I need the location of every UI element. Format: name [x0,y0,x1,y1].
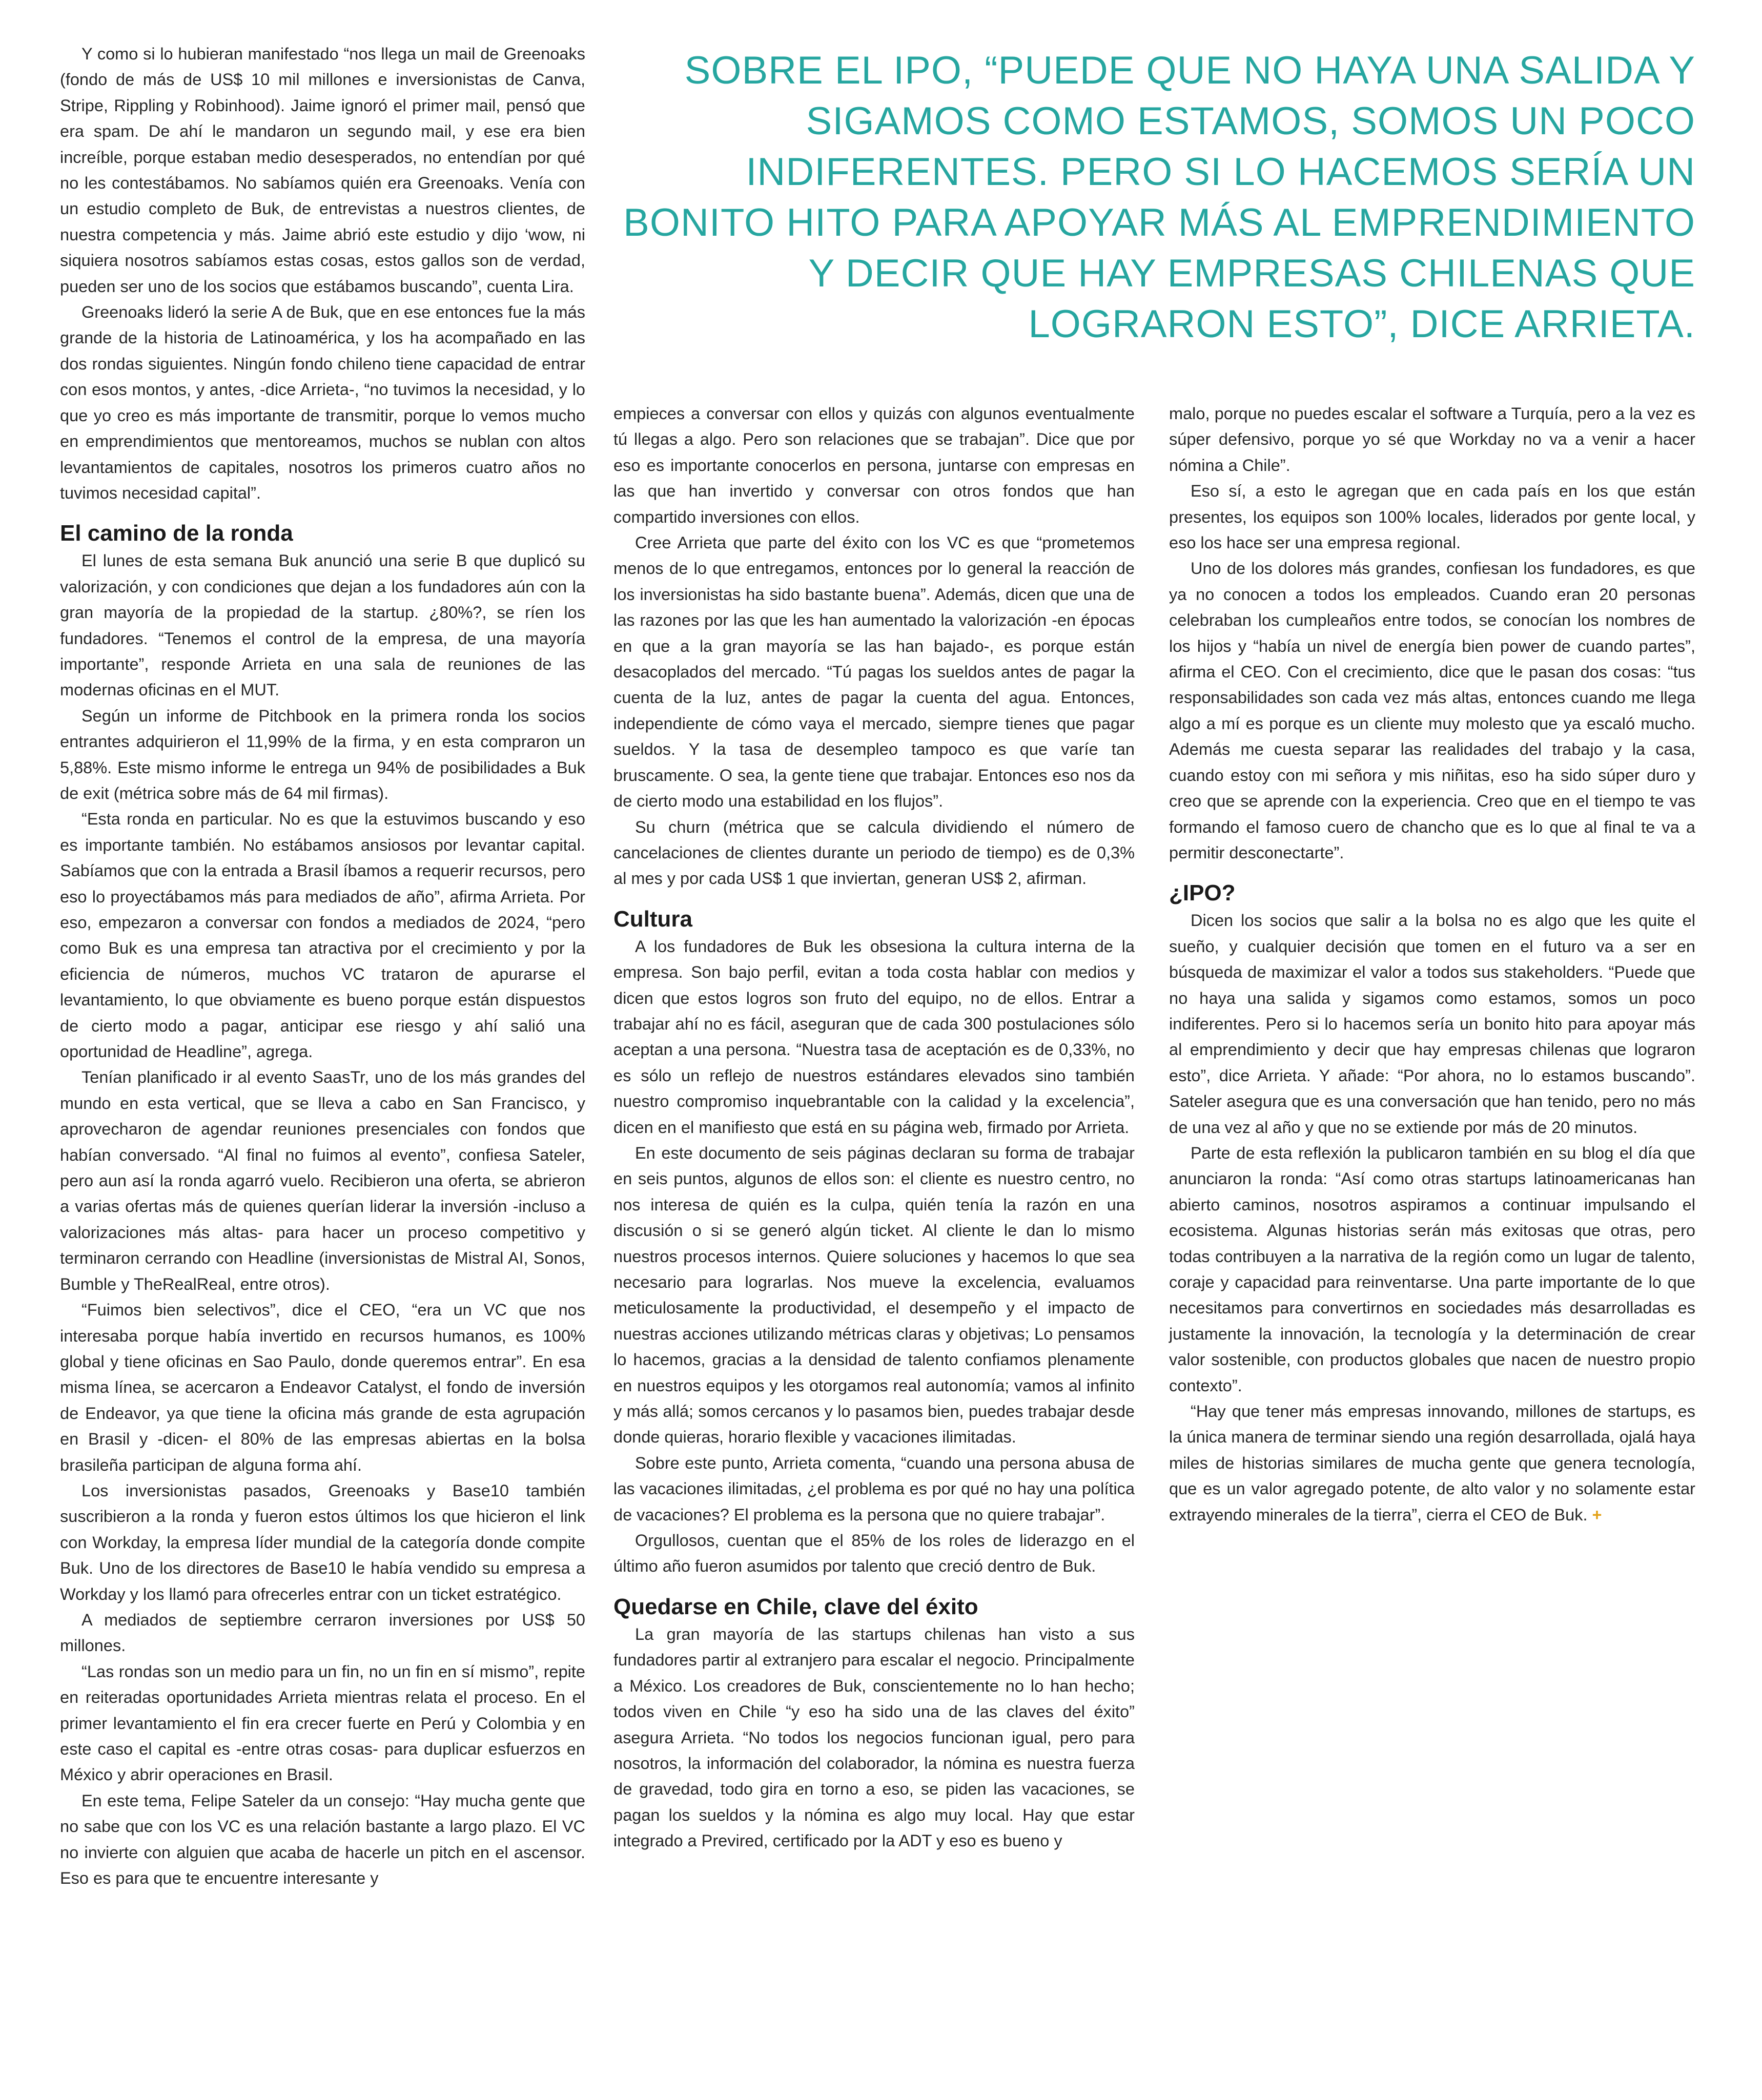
section-heading: ¿IPO? [1169,880,1236,906]
paragraph: empieces a conversar con ellos y quizás con algunos eventualmente tú llegas a algo. Pero son relaciones que se trabajan”. Dice que por eso es importante conocerlos en persona, juntarse con empresas en las que han invertido y conversar con otros fondos que han compartido inversiones con ellos. [613,404,1135,526]
paragraph: Uno de los dolores más grandes, confiesan los fundadores, es que ya no conocen a todos los empleados. Cuando eran 20 personas celebraban los cumpleaños entre todos, se conocían los nombres de los hijos y “había un nivel de energía bien power de cuando partes”, afirma el CEO. Con el crecimiento, dice que le pasan dos cosas: “tus responsabilidades son cada vez más altas, entonces cuando me llega algo a mí es porque es un cliente muy molesto que ya escaló mucho. Además me cuesta separar las realidades del trabajo y la casa, cuando estoy con mi señora y mis niñitas, eso ha sido súper duro y creo que se aprende con la experiencia. Creo que en el tiempo te vas formando el famoso cuero de chancho que es lo que al final te va a permitir desconectarte”. [1169,559,1695,862]
paragraph: Su churn (métrica que se calcula dividiendo el número de cancelaciones de clientes durante un periodo de tiempo) es de 0,3% al mes y por cada US$ 1 que inviertan, generan US$ 2, afirman. [613,817,1135,888]
paragraph: Según un informe de Pitchbook en la primera ronda los socios entrantes adquirieron el 11,99% de la firma, y en esta compraron un 5,88%. Este mismo informe le entrega un 94% de posibilidades a Buk de exit (métrica sobre más de 64 mil firmas). [60,706,585,802]
paragraph: Cree Arrieta que parte del éxito con los VC es que “prometemos menos de lo que entregamos, entonces por lo general la reacción de los inversionistas ha sido bastante buena”. Además, dicen que una de las razones por las que les han aumentado la valorización -en épocas en que a la gran mayoría se las han bajado-, es porque están desacoplados del mercado. “Tú pagas los sueldos antes de pagar la cuenta de la luz, antes de pagar la cuenta del agua. Entonces, independiente de cómo vaya el mercado, siempre tienes que pagar sueldos. Y la tasa de desempleo tampoco es que varíe tan bruscamente. O sea, la gente tiene que trabajar. Entonces eso nos da de cierto modo una estabilidad en los flujos”. [613,533,1135,811]
article-column-1 [60,41,585,1891]
paragraph: Los inversionistas pasados, Greenoaks y Base10 también suscribieron a la ronda y fueron estos últimos los que hicieron el link con Workday, la empresa líder mundial de la categoría donde compite Buk. Uno de los directores de Base10 le había vendido su empresa a Workday y los llamó para ofrecerles entrar con un ticket estratégico. [60,1481,585,1603]
paragraph-text: “Hay que tener más empresas innovando, millones de startups, es la única manera de terminar siendo una región desarrollada, ojalá haya miles de historias similares de mucha gente que genera tecnología, que es un valor agregado potente, de alto valor y no solamente estar extrayendo minerales de la tierra”, cierra el CEO de Buk. [1169,1402,1695,1524]
paragraph: “Fuimos bien selectivos”, dice el CEO, “era un VC que nos interesaba porque había invertido en recursos humanos, es 100% global y tiene oficinas en Sao Paulo, donde queremos entrar”. En esa misma línea, se acercaron a Endeavor Catalyst, el fondo de inversión de Endeavor, ya que tiene la oficina más grande de esta agrupación en Brasil y -dicen- el 80% de las empresas abiertas en la bolsa brasileña participan de alguna forma ahí. [60,1301,585,1474]
article-column-3 [1169,401,1695,1528]
paragraph: Greenoaks lideró la serie A de Buk, que en ese entonces fue la más grande de la historia de Latinoamérica, y los ha acompañado en las dos rondas siguientes. Ningún fondo chileno tiene capacidad de entrar con esos montos, y antes, -dice Arrieta-, “no tuvimos la necesidad, y lo que yo creo es más importante de transmitir, porque lo vemos mucho en emprendimientos que mentoreamos, muchos se nublan con altos levantamientos de capitales, nosotros los primeros cuatro años no tuvimos necesidad capital”. [60,303,585,502]
paragraph: malo, porque no puedes escalar el software a Turquía, pero a la vez es súper defensivo, porque yo sé que Workday no va a venir a hacer nómina a Chile”. [1169,404,1695,475]
paragraph: El lunes de esta semana Buk anunció una serie B que duplicó su valorización, y con condiciones que dejan a los fundadores aún con la gran mayoría de la propiedad de la startup. ¿80%?, se ríen los fundadores. “Tenemos el control de la empresa, de una mayoría importante”, responde Arrieta en una sala de reuniones de las modernas oficinas en el MUT. [60,551,585,699]
paragraph [1169,1398,1695,1528]
section-heading: Quedarse en Chile, clave del éxito [613,1594,978,1619]
paragraph: Dicen los socios que salir a la bolsa no es algo que les quite el sueño, y cualquier decisión que tomen en el futuro va a ser en búsqueda de maximizar el valor a todos sus stakeholders. “Puede que no haya una salida y sigamos como estamos, somos un poco indiferentes. Pero si lo hacemos sería un bonito hito para apoyar más al emprendimiento y decir que hay empresas chilenas que lograron esto”, dice Arrieta. Y añade: “Por ahora, no lo estamos buscando”. Sateler asegura que es una conversación que han tenido, pero no más de una vez al año y que no se extiende por más de 20 minutos. [1169,911,1695,1137]
paragraph: Tenían planificado ir al evento SaasTr, uno de los más grandes del mundo en esta vertical, que se lleva a cabo en San Francisco, y aprovecharon de agendar reuniones presenciales con fondos que habían conversado. “Al final no fuimos al evento”, confiesa Sateler, pero aun así la ronda agarró vuelo. Recibieron una oferta, se abrieron a varias ofertas más de quienes querían liderar la inversión -incluso a valorizaciones más altas- para hacer un proceso competitivo y terminaron cerrando con Headline (inversionistas de Mistral AI, Sonos, Bumble y TheRealReal, entre otros). [60,1068,585,1293]
section-heading: Cultura [613,906,692,932]
paragraph: Eso sí, a esto le agregan que en cada país en los que están presentes, los equipos son 100% locales, liderados por gente local, y eso los hace ser una empresa regional. [1169,482,1695,552]
paragraph: Y como si lo hubieran manifestado “nos llega un mail de Greenoaks (fondo de más de US$ 10 mil millones e inversionistas de Canva, Stripe, Rippling y Robinhood). Jaime ignoró el primer mail, pensó que era spam. De ahí le mandaron un segundo mail, y ese era bien increíble, porque estaban medio desesperados, no entendían por qué no les contestábamos. No sabíamos quién era Greenoaks. Venía con un estudio completo de Buk, de entrevistas a nuestros clientes, de nuestra competencia y más. Jaime abrió este estudio y dijo ‘wow, ni siquiera nosotros sabíamos estas cosas, estos gallos son de verdad, pueden ser uno de los socios que estábamos buscando”, cuenta Lira. [60,45,585,296]
paragraph: En este tema, Felipe Sateler da un consejo: “Hay mucha gente que no sabe que con los VC es una relación bastante a largo plazo. El VC no invierte con alguien que acaba de hacerle un pitch en el ascensor. Eso es para que te encuentre interesante y [60,1791,585,1888]
article-column-2 [613,401,1135,1854]
paragraph: Sobre este punto, Arrieta comenta, “cuando una persona abusa de las vacaciones ilimitadas, ¿el problema es por qué no hay una política de vacaciones? El problema es la persona que no quiere trabajar”. [613,1453,1135,1524]
paragraph: “Esta ronda en particular. No es que la estuvimos buscando y eso es importante también. No estábamos ansiosos por levantar capital. Sabíamos que con la entrada a Brasil íbamos a requerir recursos, pero eso lo proyectábamos más para mediados de año”, afirma Arrieta. Por eso, empezaron a conversar con fondos a mediados de 2024, “pero como Buk es una empresa tan atractiva por el crecimiento y por la eficiencia de números, muchos VC trataron de apurarse el levantamiento, lo que obviamente es bueno porque están dispuestos de cierto modo a pagar, anticipar ese riesgo y ahí salió una oportunidad de Headline”, agrega. [60,810,585,1061]
pull-quote: SOBRE EL IPO, “PUEDE QUE NO HAYA UNA SALIDA Y SIGAMOS COMO ESTAMOS, SOMOS UN POCO INDIFERENTES. PERO SI LO HACEMOS SERÍA UN BONITO HITO PARA APOYAR MÁS AL EMPRENDIMIENTO Y DECIR QUE HAY EMPRESAS CHILENAS QUE LOGRARON ESTO”, DICE ARRIETA. [623,49,1695,346]
paragraph: En este documento de seis páginas declaran su forma de trabajar en seis puntos, algunos de ellos son: el cliente es nuestro centro, no nos interesa de quién es la culpa, quién tenía la razón en una discusión o si se generó algún ticket. Al cliente le dan lo mismo nuestros procesos internos. Quiere soluciones y hacemos lo que sea necesario para lograrlas. Nos mueve la excelencia, evaluamos meticulosamente la productividad, el desempeño y el impacto de nuestras acciones utilizando métricas claras y objetivas; Lo pensamos lo hacemos, gracias a la densidad de talento confiamos plenamente en nuestros equipos y les otorgamos real autonomía; vamos al infinito y más allá; somos cercanos y lo pasamos bien, puedes trabajar desde donde quieras, horario flexible y vacaciones ilimitadas. [613,1143,1135,1447]
paragraph: “Las rondas son un medio para un fin, no un fin en sí mismo”, repite en reiteradas oportunidades Arrieta mientras relata el proceso. En el primer levantamiento el fin era crecer fuerte en Perú y Colombia y en este caso el capital es -entre otras cosas- para duplicar esfuerzos en México y abrir operaciones en Brasil. [60,1662,585,1784]
paragraph: A los fundadores de Buk les obsesiona la cultura interna de la empresa. Son bajo perfil, evitan a toda costa hablar con medios y dicen que estos logros son fruto del equipo, no de ellos. Entrar a trabajar ahí no es fácil, aseguran que de cada 300 postulaciones sólo aceptan a una persona. “Nuestra tasa de aceptación es de 0,33%, no es sólo un reflejo de nuestros estándares elevados sino también nuestro compromiso inquebrantable con la calidad y la excelencia”, dicen en el manifiesto que está en su página web, firmado por Arrieta. [613,937,1135,1137]
end-mark-icon: + [1592,1505,1602,1524]
paragraph: A mediados de septiembre cerraron inversiones por US$ 50 millones. [60,1610,585,1655]
paragraph: Orgullosos, cuentan que el 85% de los roles de liderazgo en el último año fueron asumidos por talento que creció dentro de Buk. [613,1531,1135,1576]
section-heading: El camino de la ronda [60,521,293,546]
paragraph: La gran mayoría de las startups chilenas han visto a sus fundadores partir al extranjero para escalar el negocio. Principalmente a México. Los creadores de Buk, conscientemente no lo han hecho; todos viven en Chile “y eso ha sido una de las claves del éxito” asegura Arrieta. “No todos los negocios funcionan igual, pero para nosotros, la información del colaborador, la nómina es nuestra fuerza de gravedad, todo gira en torno a eso, se piden las vacaciones, se pagan los sueldos y la nómina es algo muy local. Hay que estar integrado a Previred, certificado por la ADT y eso es bueno y [613,1624,1135,1850]
paragraph: Parte de esta reflexión la publicaron también en su blog el día que anunciaron la ronda: “Así como otras startups latinoamericanas han abierto caminos, nosotros aspiramos a continuar impulsando el ecosistema. Algunas historias serán más exitosas que otras, pero todas contribuyen a la narrativa de la región como un lugar de talento, coraje y capacidad para reinventarse. Una parte importante de lo que necesitamos para convertirnos en sociedades más desarrolladas es justamente la innovación, la tecnología y la determinación de crear valor sostenible, con productos globales que nacen de nuestro propio contexto”. [1169,1143,1695,1395]
